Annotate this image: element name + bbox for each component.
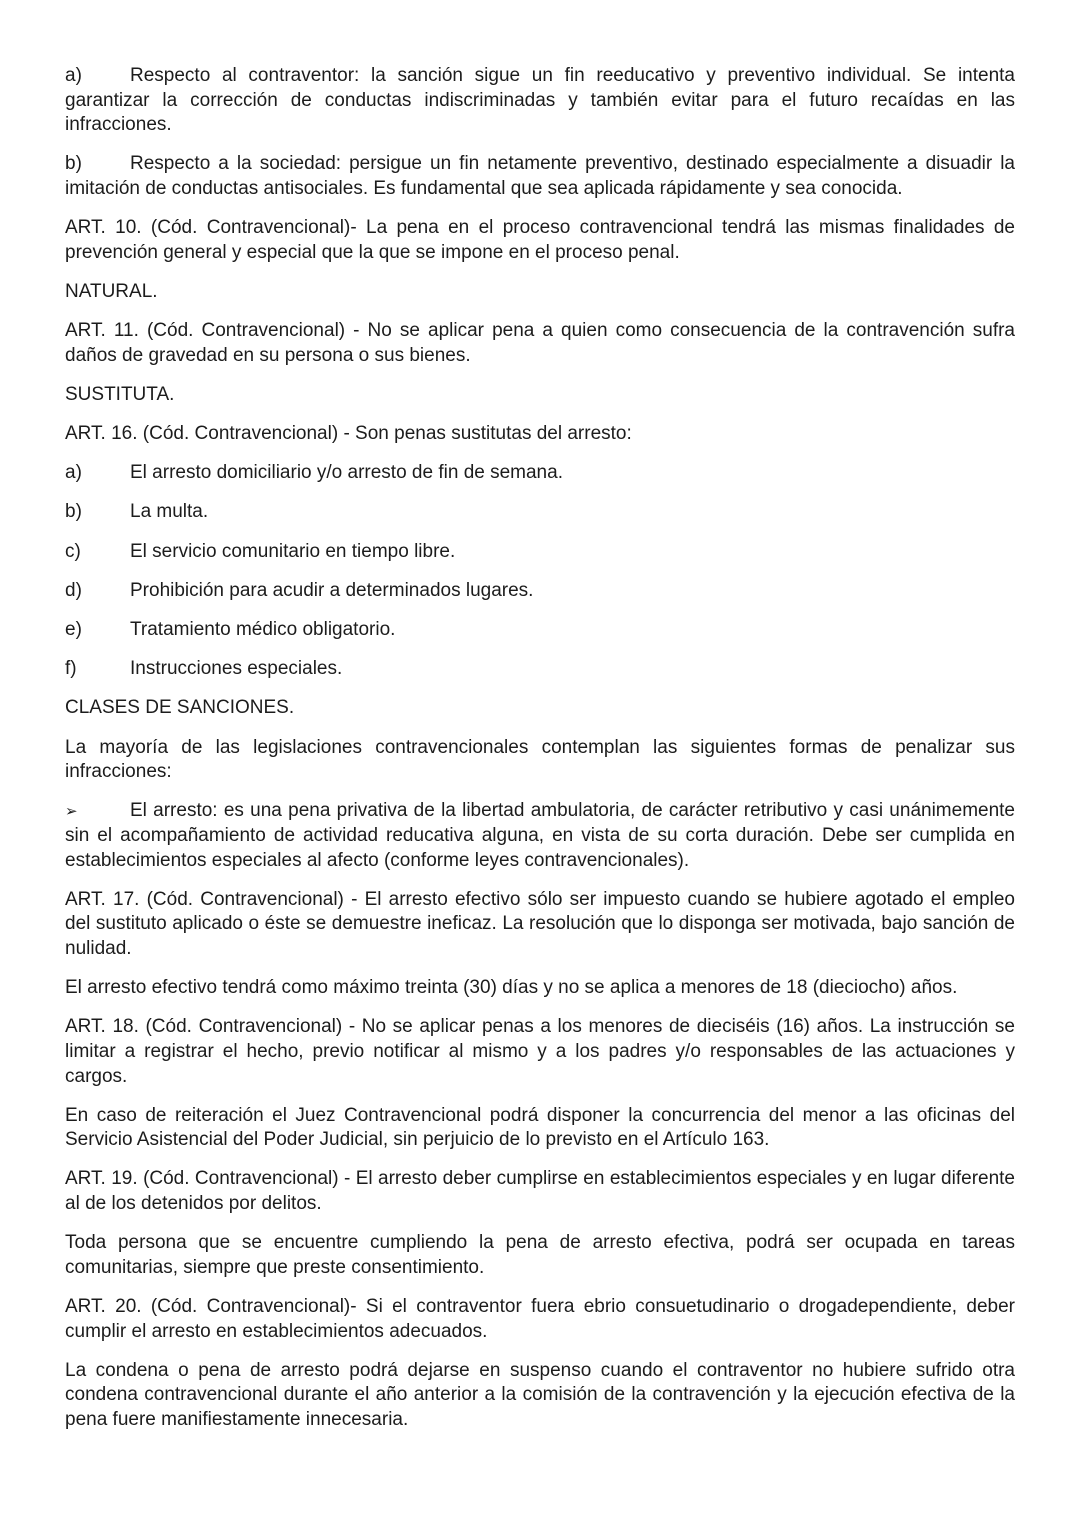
bullet-arresto bbox=[65, 799, 1015, 873]
condena: La condena o pena de arresto podrá dejarse en suspenso cuando el contraventor no hubiere sufrido otra condena contravencional durante el año anterior a la comisión de la contravención y la ejecución efectiva de la pena fuere manifiestamente innecesaria. bbox=[65, 1359, 1015, 1430]
list-item-marker: e) bbox=[65, 619, 82, 641]
list-item bbox=[65, 657, 1015, 682]
heading-natural: NATURAL. bbox=[65, 280, 158, 302]
paragraph-b-text: Respecto a la sociedad: persigue un fin netamente preventivo, destinado especialmente a disuadir la imitación de conductas antisociales. Es fundamental que sea aplicada rápidamente y sea conocida. bbox=[65, 153, 1015, 199]
clases-intro: La mayoría de las legislaciones contravencionales contemplan las siguientes formas de penalizar sus infracciones: bbox=[65, 736, 1015, 783]
list-item bbox=[65, 579, 1015, 604]
list-item bbox=[65, 500, 1015, 525]
heading-sustituta: SUSTITUTA. bbox=[65, 383, 175, 405]
list-item-text: La multa. bbox=[130, 501, 209, 523]
toda-persona: Toda persona que se encuentre cumpliendo la pena de arresto efectiva, podrá ser ocupada en tareas comunitarias, siempre que preste consentimiento. bbox=[65, 1232, 1015, 1278]
paragraph-a-label: a) bbox=[65, 65, 82, 86]
art-19: ART. 19. (Cód. Contravencional) - El arresto deber cumplirse en establecimientos especiales y en lugar diferente al de los detenidos por delitos. bbox=[65, 1168, 1015, 1215]
list-item-text: El servicio comunitario en tiempo libre. bbox=[130, 540, 456, 562]
art-11: ART. 11. (Cód. Contravencional) - No se aplicar pena a quien como consecuencia de la contravención sufra daños de gravedad en su persona o sus bienes. bbox=[65, 320, 1015, 366]
list-item bbox=[65, 461, 1015, 486]
art-16-list bbox=[65, 461, 1015, 682]
arrow-bullet-icon: ➢ bbox=[65, 802, 78, 821]
list-item-text: El arresto domiciliario y/o arresto de fin de semana. bbox=[130, 462, 563, 484]
art-20: ART. 20. (Cód. Contravencional)- Si el contraventor fuera ebrio consuetudinario o drogadependiente, deber cumplir el arresto en establecimientos adecuados. bbox=[65, 1296, 1015, 1342]
art-10: ART. 10. (Cód. Contravencional)- La pena en el proceso contravencional tendrá las mismas finalidades de prevención general y especial que la que se impone en el proceso penal. bbox=[65, 217, 1015, 263]
list-item-text: Instrucciones especiales. bbox=[130, 658, 343, 680]
heading-clases-de-sanciones: CLASES DE SANCIONES. bbox=[65, 697, 295, 719]
paragraph-b bbox=[65, 152, 1015, 201]
list-item bbox=[65, 540, 1015, 565]
list-item-marker: a) bbox=[65, 462, 82, 484]
document-page bbox=[65, 64, 1015, 1433]
art-18: ART. 18. (Cód. Contravencional) - No se aplicar penas a los menores de dieciséis (16) años. La instrucción se limitar a registrar el hecho, previo notificar al mismo y a los padres y/o responsables de las actuaciones y cargos. bbox=[65, 1016, 1015, 1087]
paragraph-a-text: Respecto al contraventor: la sanción sigue un fin reeducativo y preventivo individual. Se intenta garantizar la corrección de conductas indiscriminadas y también evitar para el futuro recaídas en las infracciones. bbox=[65, 65, 1015, 136]
list-item-marker: f) bbox=[65, 658, 77, 680]
list-item-text: Tratamiento médico obligatorio. bbox=[130, 619, 396, 641]
list-item-text: Prohibición para acudir a determinados lugares. bbox=[130, 579, 534, 601]
reiteracion: En caso de reiteración el Juez Contravencional podrá disponer la concurrencia del menor a las oficinas del Servicio Asistencial del Poder Judicial, sin perjuicio de lo previsto en el Artículo 163. bbox=[65, 1104, 1015, 1151]
bullet-arresto-text: El arresto: es una pena privativa de la libertad ambulatoria, de carácter retributivo y casi unánimemente sin el acompañamiento de actividad reducativa alguna, en vista de su corta duración. Debe ser cumplida en establecimientos especiales al afecto (conforme leyes contravencionales). bbox=[65, 800, 1015, 871]
list-item bbox=[65, 618, 1015, 643]
list-item-marker: b) bbox=[65, 501, 82, 523]
art-17: ART. 17. (Cód. Contravencional) - El arresto efectivo sólo ser impuesto cuando se hubiere agotado el empleo del sustituto aplicado o éste se demuestre ineficaz. La resolución que lo disponga ser motivada, bajo sanción de nulidad. bbox=[65, 888, 1015, 959]
paragraph-b-label: b) bbox=[65, 153, 82, 175]
arresto-maximo: El arresto efectivo tendrá como máximo treinta (30) días y no se aplica a menores de 18 (dieciocho) años. bbox=[65, 977, 958, 999]
art-16: ART. 16. (Cód. Contravencional) - Son penas sustitutas del arresto: bbox=[65, 423, 632, 445]
paragraph-a bbox=[65, 64, 1015, 138]
list-item-marker: d) bbox=[65, 579, 82, 601]
list-item-marker: c) bbox=[65, 540, 81, 562]
